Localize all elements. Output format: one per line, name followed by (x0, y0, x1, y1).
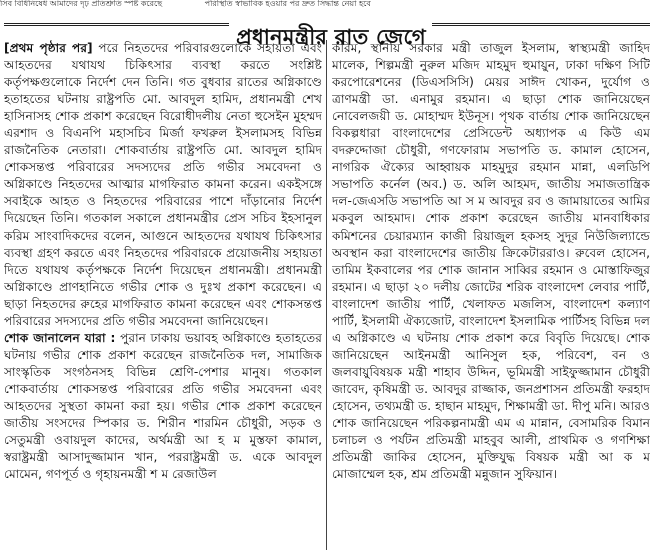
column-left-paragraph-1 (4, 40, 322, 330)
column-left-text-1: পরে নিহতদের পরিবারগুলোকে সহায়তা এবং আহতদের যথাযথ চিকিৎসার ব্যবস্থা করতে সংশ্লিষ্ট কর্তৃপক্ষগুলোকে নির্দেশ দেন তিনি। গত বুধবার রাতের অগ্নিকাণ্ডে হতাহতের ঘটনায় রাষ্ট্রপতি মো. আবদুল হামিদ, প্রধানমন্ত্রী শেখ হাসিনাসহ শোক প্রকাশ করেছেন বিরোধীদলীয় নেতা হুসেইন মুহম্মদ এরশাদ ও বিএনপি মহাসচিব মির্জা ফখরুল ইসলামসহ বিভিন্ন রাজনৈতিক নেতারা। শোকবার্তায় রাষ্ট্রপতি মো. আবদুল হামিদ শোকসন্তপ্ত পরিবারের সদস্যদের প্রতি গভীর সমবেদনা ও অগ্নিকাণ্ডে নিহতদের আত্মার মাগফিরাত কামনা করেন। একইসঙ্গে সবাইকে আহত ও নিহতদের পরিবারের পাশে দাঁড়ানোর নির্দেশ দিয়েছেন তিনি। গতকাল সকালে প্রধানমন্ত্রীর প্রেস সচিব ইহসানুল করিম সাংবাদিকদের বলেন, আগুনে আহতদের যথাযথ চিকিৎসার ব্যবস্থা গ্রহণ করতে এবং নিহতদের পরিবারকে প্রয়োজনীয় সহায়তা দিতে যথাযথ কর্তৃপক্ষকে নির্দেশ দিয়েছেন প্রধানমন্ত্রী। প্রধানমন্ত্রী অগ্নিকাণ্ডে প্রাণহানিতে গভীর শোক ও দুঃখ প্রকাশ করেছেন। এ ছাড়া নিহতদের রুহের মাগফিরাত কামনা করেছেন এবং শোকসন্তপ্ত পরিবারের সদস্যদের প্রতি গভীর সমবেদনা জানিয়েছেন। (4, 41, 322, 328)
column-left-text-2: পুরান ঢাকায় ভয়াবহ অগ্নিকাণ্ডে হতাহতের ঘটনায় গভীর শোক প্রকাশ করেছেন রাজনৈতিক দল, সামাজিক সাংস্কৃতিক সংগঠনসহ বিভিন্ন শ্রেণি-পেশার মানুষ। গতকাল শোকবার্তায় শোকসন্তপ্ত পরিবারের প্রতি গভীর সমবেদনা এবং আহতদের সুস্থতা কামনা করা হয়। গভীর শোক প্রকাশ করেছেন জাতীয় সংসদের স্পিকার ড. শিরীন শারমিন চৌধুরী, সড়ক ও সেতুমন্ত্রী ওবায়দুল কাদের, অর্থমন্ত্রী আ হ ম মুস্তফা কামাল, স্বরাষ্ট্রমন্ত্রী আসাদুজ্জামান খান, পররাষ্ট্রমন্ত্রী ড. একে আবদুল মোমেন, গণপূর্ত ও গৃহায়নমন্ত্রী শ ম রেজাউল (4, 330, 322, 482)
article-column-right (332, 40, 650, 550)
column-left-paragraph-2 (4, 330, 322, 483)
column-divider (326, 40, 327, 550)
top-strip-left-text: সিব বিধিনিষেধ আমাদের দৃঢ় প্রতিশ্রুতি স্পষ্ট করেছে (0, 0, 163, 8)
subhead-condolences: শোক জানালেন যারা : (4, 330, 116, 345)
article-headline: প্রধানমন্ত্রীর রাত জেগে (236, 25, 426, 50)
headline-rule-left (4, 23, 229, 26)
column-right-text: করিম, স্থানীয় সরকার মন্ত্রী তাজুল ইসলাম, স্বাস্থ্যমন্ত্রী জাহিদ মালেক, শিল্পমন্ত্রী নুরুল মজিদ মাহমুদ হুমায়ুন, ঢাকা দক্ষিণ সিটি করপোরেশনের (ডিএসসিসি) মেয়র সাঈদ খোকন, দুর্যোগ ও ত্রাণমন্ত্রী ডা. এনামুর রহমান। এ ছাড়া শোক জানিয়েছেন নোবেলজয়ী ড. মোহাম্মদ ইউনূস। পৃথক বার্তায় শোক জানিয়েছেন বিকল্পধারা বাংলাদেশের প্রেসিডেন্ট অধ্যাপক এ কিউ এম বদরুদ্দোজা চৌধুরী, গণফোরাম সভাপতি ড. কামাল হোসেন, নাগরিক ঐক্যের আহ্বায়ক মাহমুদুর রহমান মান্না, এলডিপি সভাপতি কর্নেল (অব.) ড. অলি আহমদ, জাতীয় সমাজতান্ত্রিক দল-জেএসডি সভাপতি আ স ম আবদুর রব ও জামায়াতের আমির মকবুল আহমাদ। শোক প্রকাশ করেছেন জাতীয় মানবাধিকার কমিশনের চেয়ারম্যান কাজী রিয়াজুল হকসহ সুদূর নিউজিল্যান্ডে অবস্থান করা বাংলাদেশের জাতীয় ক্রিকেটাররাও। রুবেল হোসেন, তামিম ইকবালের পর শোক জানান সাব্বির রহমান ও মোস্তাফিজুর রহমান। এ ছাড়া ২০ দলীয় জোটের শরিক বাংলাদেশ লেবার পার্টি, বাংলাদেশ জাতীয় পার্টি, খেলাফত মজলিস, বাংলাদেশ কল্যাণ পার্টি, ইসলামী ঐক্যজোট, বাংলাদেশ ইসলামিক পার্টিসহ বিভিন্ন দল এ অগ্নিকাণ্ডে এ ঘটনায় শোক প্রকাশ করে বিবৃতি দিয়েছে। শোক জানিয়েছেন আইনমন্ত্রী আনিসুল হক, পরিবেশ, বন ও জলবায়ুবিষয়ক মন্ত্রী শাহাব উদ্দিন, ভূমিমন্ত্রী সাইফুজ্জামান চৌধুরী জাবেদ, কৃষিমন্ত্রী ড. আবদুর রাজ্জাক, জনপ্রশাসন প্রতিমন্ত্রী ফরহাদ হোসেন, তথ্যমন্ত্রী ড. হাছান মাহমুদ, শিক্ষামন্ত্রী ডা. দীপু মনি। আরও শোক জানিয়েছেন পরিকল্পনামন্ত্রী এম এ মান্নান, বেসামরিক বিমান চলাচল ও পর্যটন প্রতিমন্ত্রী মাহবুব আলী, প্রাথমিক ও গণশিক্ষা প্রতিমন্ত্রী জাকির হোসেন, মুক্তিযুদ্ধ বিষয়ক মন্ত্রী আ ক ম মোজাম্মেল হক, শ্রম প্রতিমন্ত্রী মন্নুজান সুফিয়ান। (332, 41, 650, 482)
article-column-left (4, 40, 322, 550)
headline-rule-right (432, 23, 650, 26)
top-strip-right-text: পরিস্থিতি স্বাভাবিক হওয়ার পর দ্রুত সিদ্ধান্ত নেয়া হবে (204, 0, 371, 8)
continuation-tag: [প্রথম পৃষ্ঠার পর] (4, 41, 93, 55)
